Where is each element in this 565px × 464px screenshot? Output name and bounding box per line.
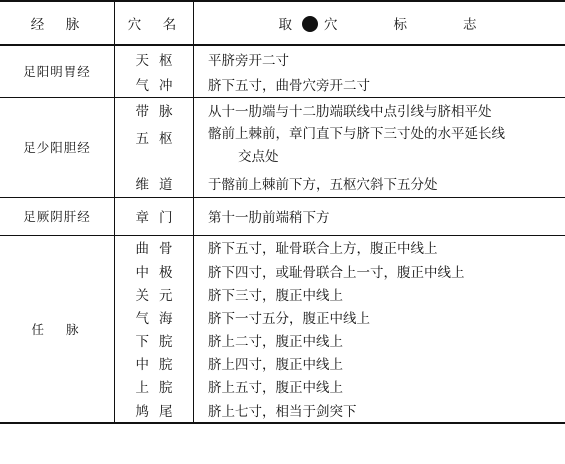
- point-name-cell: 五枢: [115, 123, 194, 169]
- header-sign-char-1: 取: [278, 17, 296, 33]
- point-name-cell: 下脘: [115, 328, 194, 351]
- location-sign-cell: 脐上二寸，腹正中线上: [208, 333, 343, 350]
- header-sign-char-3: 标: [393, 17, 411, 33]
- header-sign-char-4: 志: [463, 17, 481, 33]
- header-point-name: 穴 名: [115, 1, 194, 45]
- point-name-cell: 关元: [115, 282, 194, 305]
- table-row: [0, 235, 565, 259]
- header-sign-char-2: 穴: [324, 17, 342, 33]
- header-meridian: 经 脉: [0, 1, 115, 45]
- point-name-cell: 上脘: [115, 374, 194, 397]
- location-sign-cell: 脐下四寸，或耻骨联合上一寸，腹正中线上: [208, 264, 465, 281]
- table-row: [0, 45, 565, 71]
- meridian-cell: 足厥阴肝经: [0, 197, 115, 235]
- meridian-cell: 足阳明胃经: [0, 45, 115, 97]
- location-sign-cell: 脐上五寸，腹正中线上: [208, 379, 343, 396]
- location-sign-cell: 脐上七寸，相当于剑突下: [194, 397, 565, 423]
- point-name-cell: 天枢: [115, 45, 194, 71]
- header-location-sign: [194, 1, 565, 45]
- location-sign-cell: [194, 123, 565, 169]
- location-sign-line-1: 髂前上棘前，章门直下与脐下三寸处的水平延长线: [208, 126, 505, 142]
- meridian-cell: 足少阳胆经: [0, 97, 115, 197]
- location-sign-cell: 脐上四寸，腹正中线上: [208, 356, 343, 373]
- point-name-cell: 气冲: [115, 71, 194, 97]
- location-sign-line-2: 交点处: [238, 149, 279, 165]
- point-name-cell: 中脘: [115, 351, 194, 374]
- table-row: [0, 97, 565, 123]
- ink-blot-icon: [302, 16, 318, 32]
- point-name-cell: 带脉: [115, 97, 194, 123]
- location-sign-cell: 第十一肋前端稍下方: [194, 197, 565, 235]
- location-sign-cell: 于髂前上棘前下方，五枢穴斜下五分处: [194, 169, 565, 197]
- point-name-cell: 曲骨: [115, 235, 194, 259]
- point-name-cell: 中极: [115, 259, 194, 282]
- location-sign-cell: 脐下五寸，曲骨穴旁开二寸: [194, 71, 565, 97]
- table-row: [0, 197, 565, 235]
- point-name-cell: 鸠尾: [115, 397, 194, 423]
- location-sign-cell: 平脐旁开二寸: [208, 52, 289, 69]
- point-name-cell: 气海: [115, 305, 194, 328]
- location-sign-cell: 从十一肋端与十二肋端联线中点引线与脐相平处: [208, 104, 492, 121]
- location-sign-cell: 脐下五寸，耻骨联合上方，腹正中线上: [208, 241, 438, 258]
- location-sign-cell: 脐下三寸，腹正中线上: [208, 287, 343, 304]
- location-sign-cell: 脐下一寸五分，腹正中线上: [208, 310, 370, 327]
- meridian-cell: 任脉: [0, 235, 115, 423]
- point-name-cell: 维道: [115, 169, 194, 197]
- table-header: [0, 1, 565, 45]
- point-name-cell: 章门: [115, 197, 194, 235]
